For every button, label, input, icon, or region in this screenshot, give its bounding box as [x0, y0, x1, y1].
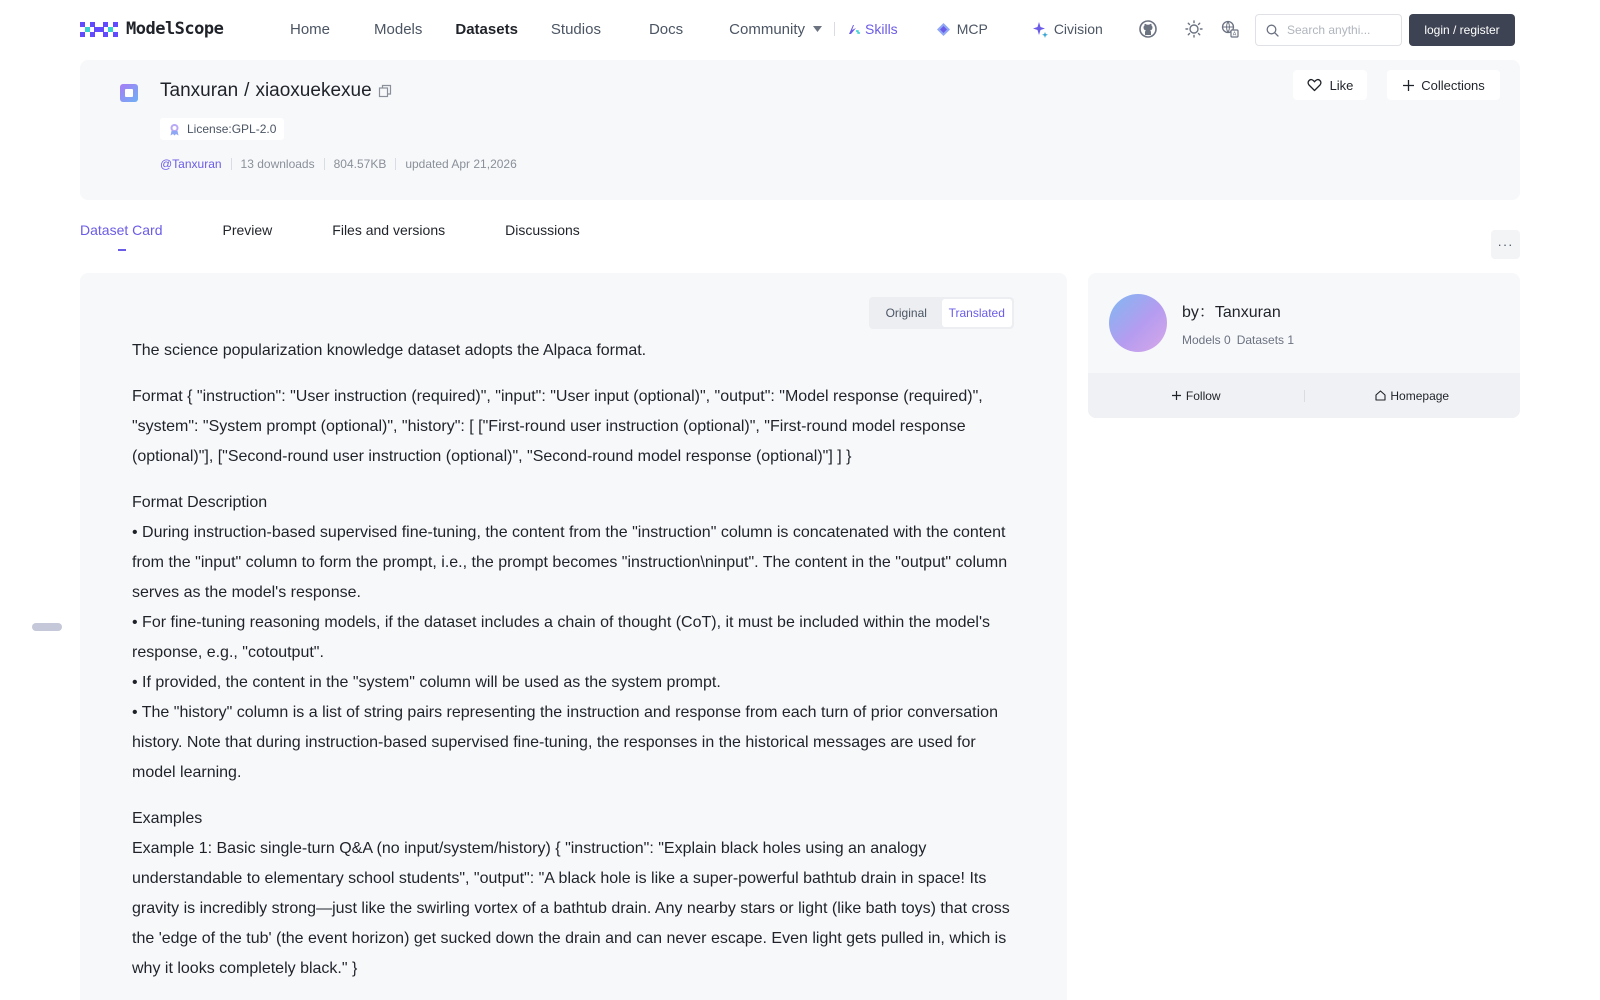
- nav-community-label: Community: [729, 20, 806, 38]
- top-navbar: [0, 0, 1600, 58]
- dataset-owner[interactable]: Tanxuran: [160, 80, 239, 101]
- readme-paragraph: Format { "instruction": "User instruction (required)", "input": "User input (optional)", "output": "Model response (required)", "system": "System prompt (optional)", "history": [ ["First-round user instruction (optional)", "First-round model response (optional)"], ["Second-round user instruction (optional)", "Second-round model response (optional)"] ] }: [132, 388, 983, 465]
- nav-studios[interactable]: Studios: [550, 20, 601, 38]
- readme-bullet: • For fine-tuning reasoning models, if the dataset includes a chain of thought (CoT), it must be included within the model's response, e.g., "cotoutput".: [132, 614, 991, 661]
- heart-icon: [1307, 78, 1322, 92]
- search-input[interactable]: [1287, 23, 1387, 37]
- dataset-icon: [120, 84, 138, 102]
- logo-mark-icon: [80, 18, 118, 40]
- theme-toggle-icon[interactable]: [1184, 19, 1204, 39]
- meta-divider: [231, 158, 232, 170]
- sparkle-icon: [1032, 21, 1049, 38]
- login-register-button[interactable]: login / register: [1409, 14, 1515, 46]
- mcp-icon: [936, 22, 951, 37]
- language-toggle: [869, 297, 1014, 329]
- github-icon[interactable]: [1138, 19, 1158, 39]
- readme-paragraph: The science popularization knowledge dataset adopts the Alpaca format.: [132, 342, 647, 359]
- license-icon: [168, 123, 181, 136]
- meta-divider: [324, 158, 325, 170]
- author-datasets-count: Datasets 1: [1236, 333, 1295, 347]
- tab-dataset-card[interactable]: Dataset Card: [80, 222, 162, 250]
- plus-icon: [1171, 390, 1182, 401]
- nav-civision-label: Civision: [1053, 21, 1103, 37]
- like-label: Like: [1329, 77, 1354, 93]
- nav-models[interactable]: Models: [374, 20, 423, 38]
- author-card: [1088, 273, 1520, 418]
- dataset-header-card: [80, 60, 1520, 200]
- copy-icon[interactable]: [378, 84, 392, 98]
- download-count: 13 downloads: [240, 157, 315, 171]
- nav-datasets[interactable]: Datasets: [455, 20, 518, 38]
- collections-label: Collections: [1421, 77, 1485, 93]
- dataset-name: xiaoxuekexue: [255, 80, 372, 101]
- nav-skills[interactable]: [847, 21, 898, 37]
- follow-button[interactable]: [1088, 389, 1304, 403]
- owner-link[interactable]: @Tanxuran: [160, 157, 222, 171]
- readme-heading: Examples: [132, 810, 203, 827]
- caret-down-icon: [813, 26, 822, 32]
- readme-example: Example 1: Basic single-turn Q&A (no input/system/history) { "instruction": "Explain black holes using an analogy understandable to elementary school students", "output": "A black hole is like a super-powerful bathtub drain in space! Its gravity is incredibly strong—just like the swirling vortex of a bathtub drain. Any nearby stars or light (like bath toys) that cross the 'edge of the tub' (the event horizon) get sucked down the drain and can never escape. Even light gets pulled in, which is why it looks completely black." }: [132, 840, 1010, 977]
- language-icon[interactable]: [1220, 19, 1240, 39]
- dataset-meta: [160, 157, 517, 171]
- search-icon: [1266, 24, 1279, 37]
- dataset-tabs: [80, 222, 640, 250]
- nav-mcp[interactable]: [936, 21, 988, 37]
- collections-button[interactable]: [1387, 70, 1500, 100]
- readme-bullet: • The "history" column is a list of string pairs representing the instruction and response from each turn of prior conversation history. Note that during instruction-based supervised fine-tuning, the responses in the historical messages are used for model learning.: [132, 704, 998, 781]
- meta-divider: [395, 158, 396, 170]
- nav-docs[interactable]: Docs: [648, 20, 684, 38]
- nav-civision[interactable]: [1032, 21, 1103, 38]
- license-label: License:GPL-2.0: [187, 122, 277, 136]
- toggle-translated[interactable]: Translated: [942, 299, 1013, 327]
- plus-icon: [1402, 79, 1415, 92]
- author-actions: [1088, 373, 1520, 418]
- like-button[interactable]: [1293, 70, 1367, 100]
- more-options-button[interactable]: ···: [1491, 230, 1520, 259]
- tab-discussions[interactable]: Discussions: [505, 222, 580, 238]
- svg-text:A: A: [1232, 31, 1237, 38]
- readme-heading: Format Description: [132, 494, 268, 511]
- skills-icon: [847, 23, 860, 36]
- nav-divider: [834, 22, 835, 36]
- license-badge[interactable]: [160, 118, 284, 140]
- nav-community[interactable]: [729, 21, 822, 38]
- dataset-size: 804.57KB: [333, 157, 387, 171]
- homepage-label: Homepage: [1390, 388, 1450, 403]
- homepage-button[interactable]: [1305, 389, 1521, 403]
- home-icon: [1375, 390, 1386, 401]
- readme-bullet: • During instruction-based supervised fine-tuning, the content from the "instruction" column is concatenated with the content from the "input" column to form the prompt, i.e., the prompt becomes "instruction\ninput". The content in the "output" column serves as the model's response.: [132, 524, 1008, 601]
- author-name[interactable]: by：Tanxuran: [1182, 304, 1281, 321]
- tab-files-and-versions[interactable]: Files and versions: [332, 222, 446, 238]
- follow-label: Follow: [1185, 388, 1221, 403]
- avatar[interactable]: [1109, 294, 1167, 352]
- logo-text: ModelScope: [126, 19, 224, 39]
- main-nav: [290, 0, 1103, 58]
- nav-skills-label: Skills: [865, 21, 898, 37]
- readme-content: [132, 336, 1012, 984]
- sidebar-drawer-handle[interactable]: [32, 623, 62, 631]
- tab-preview[interactable]: Preview: [222, 222, 273, 238]
- title-slash: /: [244, 80, 250, 101]
- updated-date: updated Apr 21,2026: [405, 157, 517, 171]
- modelscope-logo[interactable]: [80, 18, 223, 40]
- nav-mcp-label: MCP: [956, 21, 988, 37]
- readme-bullet: • If provided, the content in the "system" column will be used as the system prompt.: [132, 674, 721, 691]
- author-counts: [1182, 333, 1294, 347]
- dataset-card-panel: [80, 273, 1067, 1000]
- author-models-count: Models 0: [1182, 333, 1231, 347]
- nav-home[interactable]: Home: [290, 20, 331, 38]
- toggle-original[interactable]: Original: [885, 306, 927, 320]
- dataset-title: [160, 80, 392, 102]
- search-box[interactable]: [1255, 14, 1402, 46]
